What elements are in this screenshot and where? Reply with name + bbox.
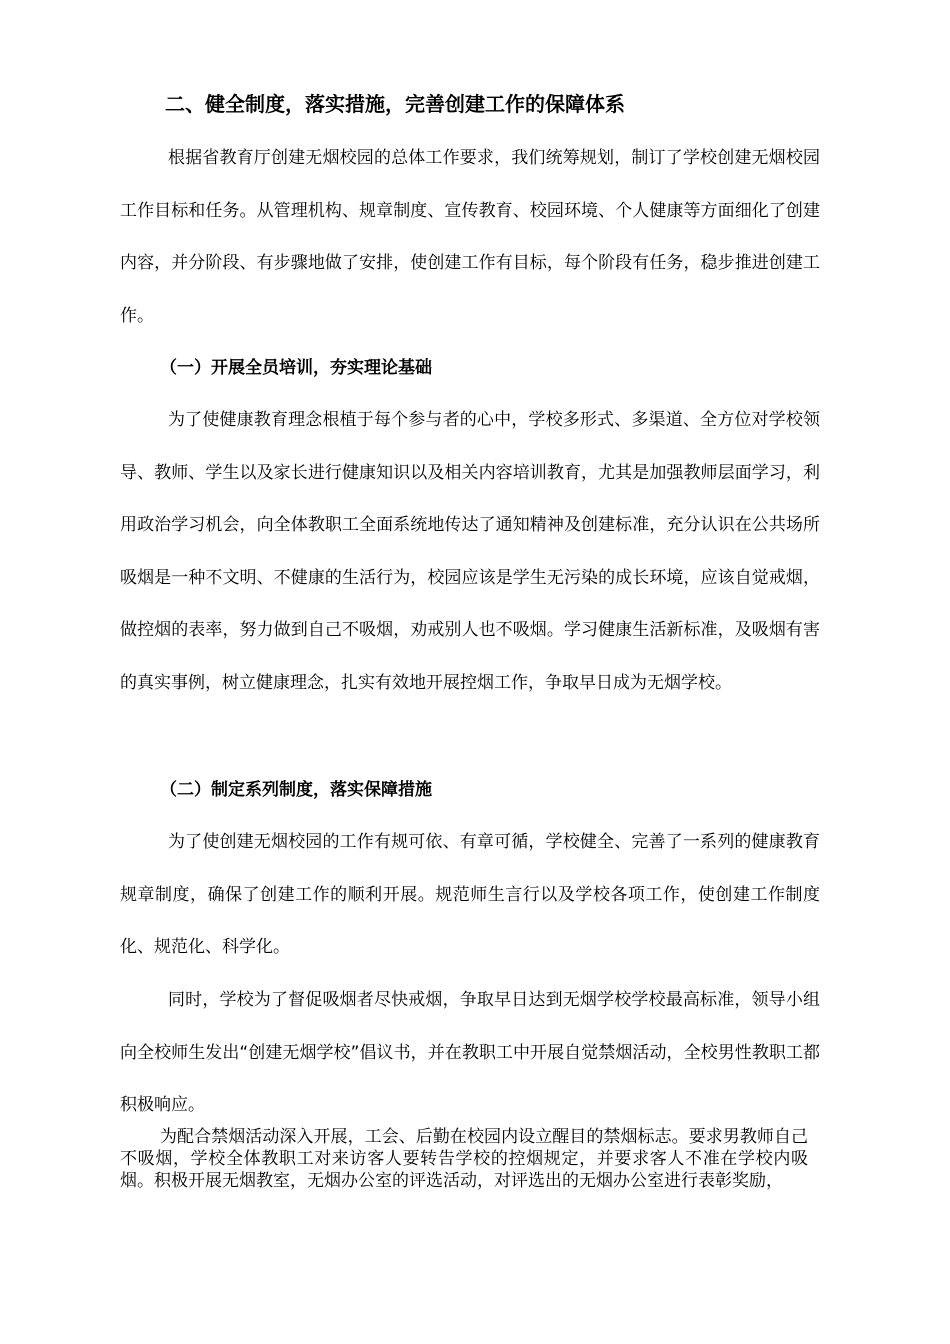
subsection-2-paragraph-2: 同时，学校为了督促吸烟者尽快戒烟，争取早日达到无烟学校学校最高标准，领导小组向全校师生发出“创建无烟学校”倡议书，并在教职工中开展自觉禁烟活动，全校男性教职工都积极响应。 <box>120 990 820 1115</box>
subsection-2-paragraph-3: 为配合禁烟活动深入开展，工会、后勤在校园内设立醒目的禁烟标志。要求男教师自己不吸烟，学校全体教职工对来访客人要转告学校的控烟规定，并要求客人不准在学校内吸烟。积极开展无烟教室，无烟办公室的评选活动，对评选出的无烟办公室进行表彰奖励， <box>120 1127 808 1191</box>
intro-paragraph: 根据省教育厅创建无烟校园的总体工作要求，我们统筹规划，制订了学校创建无烟校园工作目标和任务。从管理机构、规章制度、宣传教育、校园环境、个人健康等方面细化了创建内容，并分阶段、有步骤地做了安排，使创建工作有目标，每个阶段有任务，稳步推进创建工作。 <box>120 148 820 326</box>
subsection-2-paragraph-1: 为了使创建无烟校园的工作有规可依、有章可循，学校健全、完善了一系列的健康教育规章制度，确保了创建工作的顺利开展。规范师生言行以及学校各项工作，使创建工作制度化、规范化、科学化。 <box>120 832 820 957</box>
subsection-1-heading: （一）开展全员培训，夯实理论基础 <box>160 358 432 378</box>
subsection-1-paragraph: 为了使健康教育理念根植于每个参与者的心中，学校多形式、多渠道、全方位对学校领导、教师、学生以及家长进行健康知识以及相关内容培训教育，尤其是加强教师层面学习，利用政治学习机会，向全体教职工全面系统地传达了通知精神及创建标准，充分认识在公共场所吸烟是一种不文明、不健康的生活行为，校园应该是学生无污染的成长环境，应该自觉戒烟，做控烟的表率，努力做到自己不吸烟，劝戒别人也不吸烟。学习健康生活新标准，及吸烟有害的真实事例，树立健康理念，扎实有效地开展控烟工作，争取早日成为无烟学校。 <box>120 410 820 693</box>
section-heading: 二、健全制度，落实措施，完善创建工作的保障体系 <box>165 92 625 116</box>
subsection-2-heading: （二）制定系列制度，落实保障措施 <box>160 780 432 800</box>
